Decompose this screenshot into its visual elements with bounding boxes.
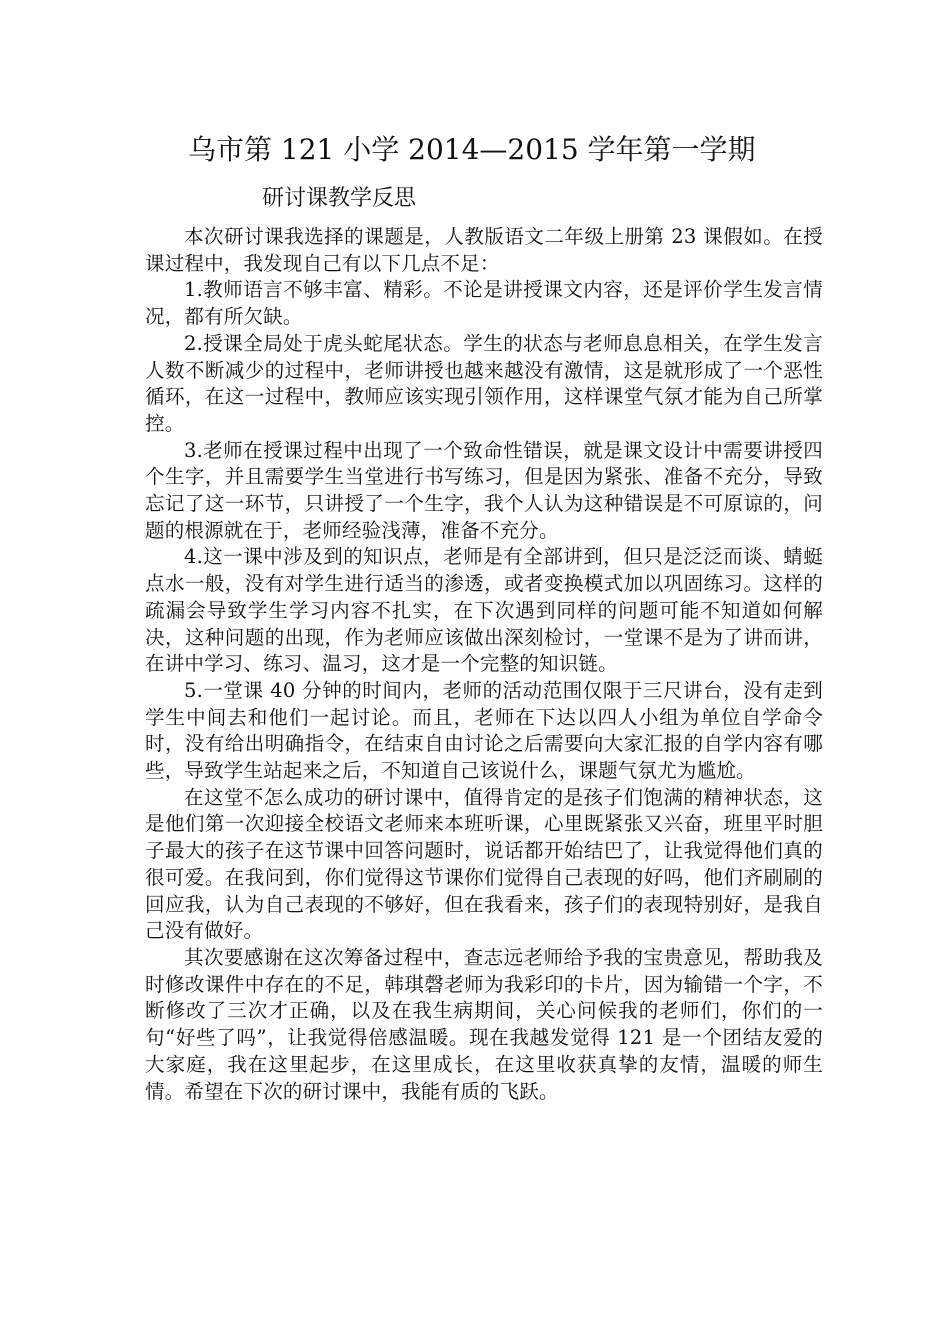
paragraph-point-5: 5.一堂课 40 分钟的时间内，老师的活动范围仅限于三尺讲台，没有走到学生中间去和他们一起讨论。而且，老师在下达以四人小组为单位自学命令时，没有给出明确指令，在结束自由讨论之后需要向大家汇报的自学内容有哪些，导致学生站起来之后，不知道自己该说什么，课题气氛尤为尴尬。 (145, 678, 823, 783)
paragraph-thanks: 其次要感谢在这次筹备过程中，查志远老师给予我的宝贵意见，帮助我及时修改课件中存在的不足，韩琪磬老师为我彩印的卡片，因为输错一个字，不断修改了三次才正确，以及在我生病期间，关心问候我的老师们，你们的一句“好些了吗”，让我觉得倍感温暖。现在我越发觉得 121 是一个团结友爱的大家庭，我在这里起步，在这里成长，在这里收获真挚的友情，温暖的师生情。希望在下次的研讨课中，我能有质的飞跃。 (145, 945, 823, 1103)
paragraph-point-2: 2.授课全局处于虎头蛇尾状态。学生的状态与老师息息相关，在学生发言人数不断减少的过程中，老师讲授也越来越没有激情，这是就形成了一个恶性循环，在这一过程中，教师应该实现引领作用，这样课堂气氛才能为自己所掌控。 (145, 331, 823, 435)
paragraph-point-1: 1.教师语言不够丰富、精彩。不论是讲授课文内容，还是评价学生发言情况，都有所欠缺。 (145, 278, 823, 329)
document-body (145, 224, 823, 1105)
paragraph-positive: 在这堂不怎么成功的研讨课中，值得肯定的是孩子们饱满的精神状态，这是他们第一次迎接全校语文老师来本班听课，心里既紧张又兴奋，班里平时胆子最大的孩子在这节课中回答问题时，说话都开始结巴了，让我觉得他们真的很可爱。在我问到，你们觉得这节课你们觉得自己表现的好吗，他们齐刷刷的回应我，认为自己表现的不够好，但在我看来，孩子们的表现特别好，是我自己没有做好。 (145, 785, 823, 943)
document-subtitle: 研讨课教学反思 (262, 186, 417, 211)
paragraph-intro: 本次研讨课我选择的课题是，人教版语文二年级上册第 23 课假如。在授课过程中，我发现自己有以下几点不足： (145, 225, 823, 275)
paragraph-point-4: 4.这一课中涉及到的知识点，老师是有全部讲到，但只是泛泛而谈、蜻蜓点水一般，没有对学生进行适当的渗透，或者变换模式加以巩固练习。这样的疏漏会导致学生学习内容不扎实，在下次遇到同样的问题可能不知道如何解决，这种问题的出现，作为老师应该做出深刻检讨，一堂课不是为了讲而讲，在讲中学习、练习、温习，这才是一个完整的知识链。 (145, 545, 823, 676)
paragraph-point-3: 3.老师在授课过程中出现了一个致命性错误，就是课文设计中需要讲授四个生字，并且需要学生当堂进行书写练习，但是因为紧张、准备不充分，导致忘记了这一环节，只讲授了一个生字，我个人认为这种错误是不可原谅的，问题的根源就在于，老师经验浅薄，准备不充分。 (145, 438, 823, 542)
document-title: 乌市第 121 小学 2014—2015 学年第一学期 (188, 133, 756, 166)
